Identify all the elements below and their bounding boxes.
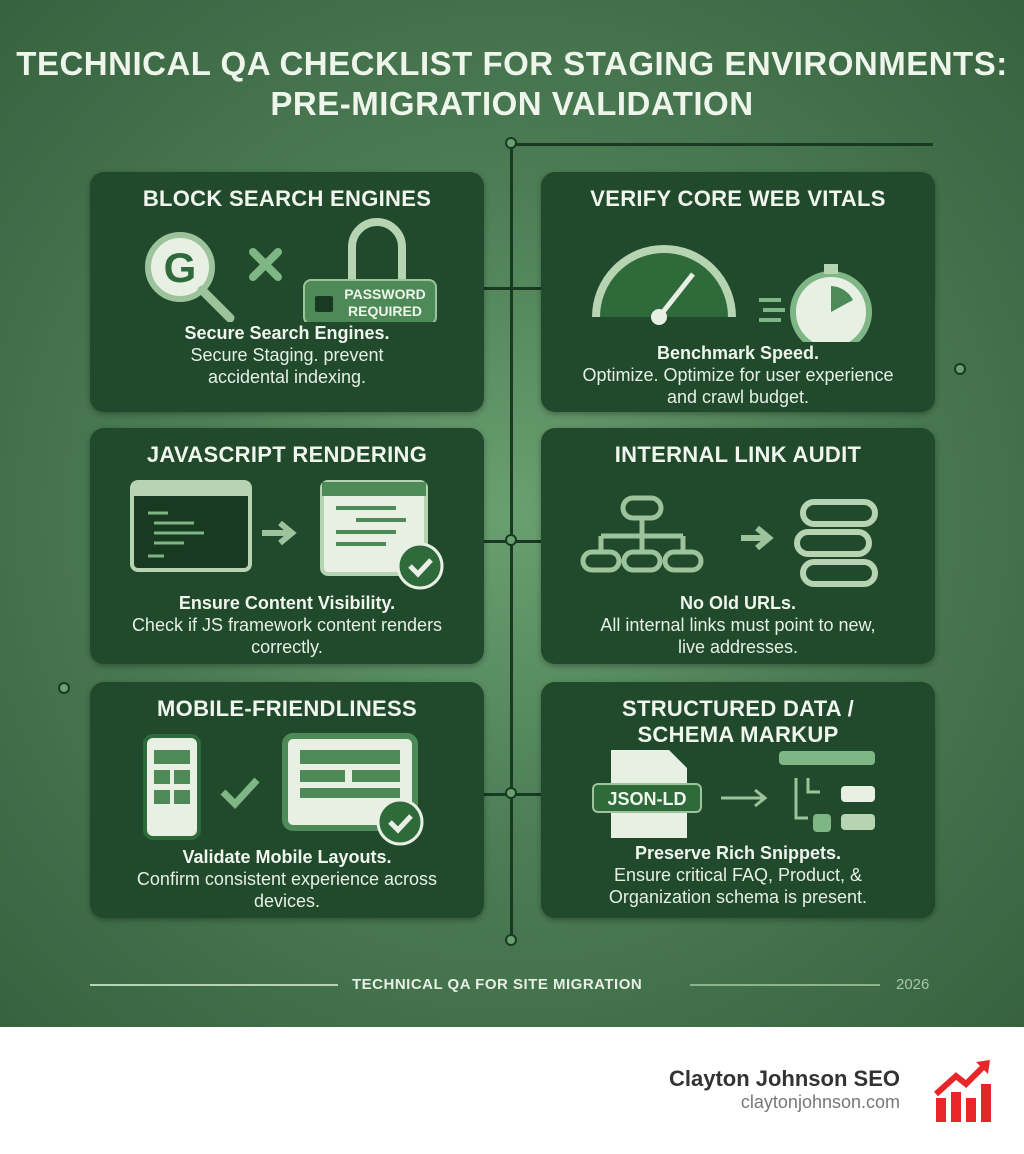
card-title: STRUCTURED DATA / SCHEMA MARKUP xyxy=(621,696,854,747)
brand-url: claytonjohnson.com xyxy=(740,1092,900,1112)
footer-label: TECHNICAL QA FOR SITE MIGRATION xyxy=(352,976,643,993)
card-title: JAVASCRIPT RENDERING xyxy=(146,442,428,467)
svg-text:PASSWORD: PASSWORD xyxy=(344,286,426,302)
svg-text:G: G xyxy=(163,244,197,291)
card-core-web-vitals xyxy=(541,172,935,412)
brand-block xyxy=(669,1066,900,1113)
page-title: TECHNICAL QA CHECKLIST FOR STAGING ENVIRONMENTS: PRE-MIGRATION VALIDATION xyxy=(16,45,1008,122)
connector-node xyxy=(505,534,517,546)
card-lead: Ensure Content Visibility. xyxy=(178,593,396,613)
svg-text:REQUIRED: REQUIRED xyxy=(348,303,422,319)
connector-node xyxy=(954,363,966,375)
card-description: Confirm consistent experience across devices. xyxy=(136,869,438,911)
json-ld-schema-icon xyxy=(541,748,935,842)
divider xyxy=(690,984,880,986)
connector-node xyxy=(505,137,517,149)
card-description: Secure Staging. prevent accidental indexing. xyxy=(190,345,384,387)
code-render-icon xyxy=(90,468,484,592)
brand-name: Clayton Johnson SEO xyxy=(668,1066,900,1091)
search-lock-icon xyxy=(90,212,484,322)
card-title: INTERNAL LINK AUDIT xyxy=(614,442,862,467)
brand-chart-logo-icon xyxy=(934,1060,992,1124)
card-lead: Benchmark Speed. xyxy=(656,343,820,363)
connector-node xyxy=(505,787,517,799)
card-javascript-rendering xyxy=(90,428,484,664)
card-lead: Secure Search Engines. xyxy=(184,323,390,343)
connector-line xyxy=(483,287,541,290)
speedometer-stopwatch-icon xyxy=(541,212,935,342)
card-lead: Validate Mobile Layouts. xyxy=(182,847,392,867)
link-tree-icon xyxy=(541,468,935,592)
footer-year: 2026 xyxy=(896,976,930,993)
footer-bar xyxy=(0,974,1024,998)
connector-line xyxy=(513,143,933,146)
svg-text:JSON-LD: JSON-LD xyxy=(607,789,687,809)
card-description: Optimize. Optimize for user experience and crawl budget. xyxy=(582,365,894,407)
divider xyxy=(90,984,338,986)
card-description: Ensure critical FAQ, Product, & Organization schema is present. xyxy=(608,865,868,907)
card-title: VERIFY CORE WEB VITALS xyxy=(590,186,886,211)
card-block-search-engines xyxy=(90,172,484,412)
card-lead: No Old URLs. xyxy=(680,593,796,613)
card-internal-link-audit xyxy=(541,428,935,664)
devices-icon xyxy=(90,722,484,846)
card-structured-data xyxy=(541,682,935,918)
card-mobile-friendliness xyxy=(90,682,484,918)
card-title: BLOCK SEARCH ENGINES xyxy=(142,186,432,211)
card-title: MOBILE-FRIENDLINESS xyxy=(157,696,417,721)
card-description: Check if JS framework content renders correctly. xyxy=(131,615,443,657)
connector-node xyxy=(505,934,517,946)
card-description: All internal links must point to new, live addresses. xyxy=(600,615,876,657)
connector-node xyxy=(58,682,70,694)
card-lead: Preserve Rich Snippets. xyxy=(634,843,842,863)
